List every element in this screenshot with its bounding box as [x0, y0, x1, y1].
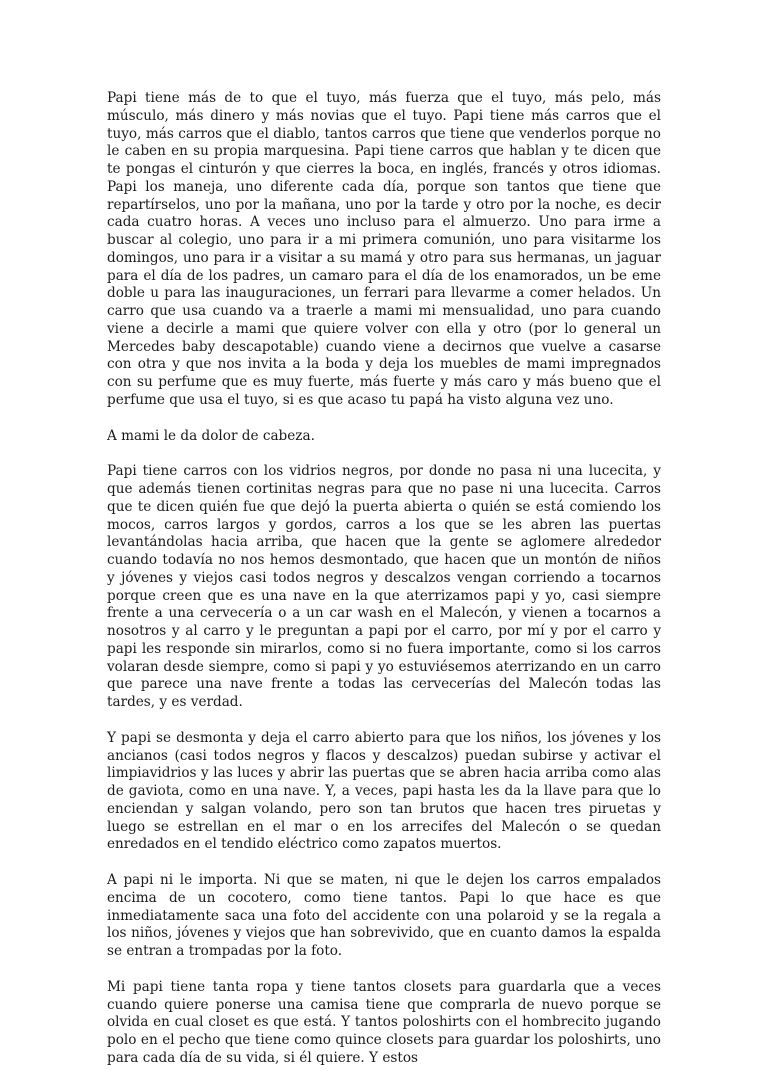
paragraph-tanta-ropa: Mi papi tiene tanta ropa y tiene tantos closets para guardarla que a veces cuando quiere ponerse una camisa tiene que comprarla de nuevo porque se olvida en cual closet es que está. Y tantos poloshirts con el hombrecito jugando polo en el pecho que tiene como quince closets para guardar los poloshirts, uno para cada día de su vida, si él quiere. Y estos [107, 978, 661, 1066]
paragraph-vidrios-negros: Papi tiene carros con los vidrios negros, por donde no pasa ni una lucecita, y que además tienen cortinitas negras para que no pase ni una lucecita. Carros que te dicen quién fue que dejó la puerta abierta o quién se está comiendo los mocos, carros largos y gordos, carros a los que se les abren las puertas levantándolas hacia arriba, que hacen que la gente se aglomere alrededor cuando todavía no nos hemos desmontado, que hacen que un montón de niños y jóvenes y viejos casi todos negros y descalzos vengan corriendo a tocarnos porque creen que es una nave en la que aterrizamos papi y yo, casi siempre frente a una cervecería o a un car wash en el Malecón, y vienen a tocarnos a nosotros y al carro y le preguntan a papi por el carro, por mí y por el carro y papi les responde sin mirarlos, como si no fuera importante, como si los carros volaran desde siempre, como si papi y yo estuviésemos aterrizando en un carro que parece una nave frente a todas las cervecerías del Malecón todas las tardes, y es verdad. [107, 463, 661, 710]
paragraph-papi-se-desmonta: Y papi se desmonta y deja el carro abierto para que los niños, los jóvenes y los ancianos (casi todos negros y flacos y descalzos) puedan subirse y activar el limpiavidrios y las luces y abrir las puertas que se abren hacia arriba como alas de gaviota, como en una nave. Y, a veces, papi hasta les da la llave para que lo enciendan y salgan volando, pero son tan brutos que hacen tres piruetas y luego se estrellan en el mar o en los arrecifes del Malecón o se quedan enredados en el tendido eléctrico como zapatos muertos. [107, 729, 661, 853]
paragraph-ni-le-importa: A papi ni le importa. Ni que se maten, ni que le dejen los carros empalados encima de un cocotero, como tiene tantos. Papi lo que hace es que inmediatamente saca una foto del accidente con una polaroid y se la regala a los niños, jóvenes y viejos que han sobrevivido, que en cuanto damos la espalda se entran a trompadas por la foto. [107, 872, 661, 959]
document-body [107, 90, 661, 1086]
paragraph-dolor-de-cabeza: A mami le da dolor de cabeza. [107, 427, 315, 444]
paragraph-papi-tiene-mas: Papi tiene más de to que el tuyo, más fuerza que el tuyo, más pelo, más músculo, más dinero y más novias que el tuyo. Papi tiene más carros que el tuyo, más carros que el diablo, tantos carros que tiene que venderlos porque no le caben en su propia marquesina. Papi tiene carros que hablan y te dicen que te pongas el cinturón y que cierres la boca, en inglés, francés y otros idiomas. Papi los maneja, uno diferente cada día, porque son tantos que tiene que repartírselos, uno por la mañana, uno por la tarde y otro por la noche, es decir cada cuatro horas. A veces uno incluso para el almuerzo. Uno para irme a buscar al colegio, uno para ir a mi primera comunión, uno para visitarme los domingos, uno para ir a visitar a su mamá y otro para sus hermanas, un jaguar para el día de los padres, un camaro para el día de los enamorados, un be eme doble u para las inauguraciones, un ferrari para llevarme a comer helados. Un carro que usa cuando va a traerle a mami mi mensualidad, uno para cuando viene a decirle a mami que quiere volver con ella y otro (por lo general un Mercedes baby descapotable) cuando viene a decirnos que vuelve a casarse con otra y que nos invita a la boda y deja los muebles de mami impregnados con su perfume que es muy fuerte, más fuerte y más caro y más bueno que el perfume que usa el tuyo, si es que acaso tu papá ha visto alguna vez uno. [107, 90, 661, 408]
